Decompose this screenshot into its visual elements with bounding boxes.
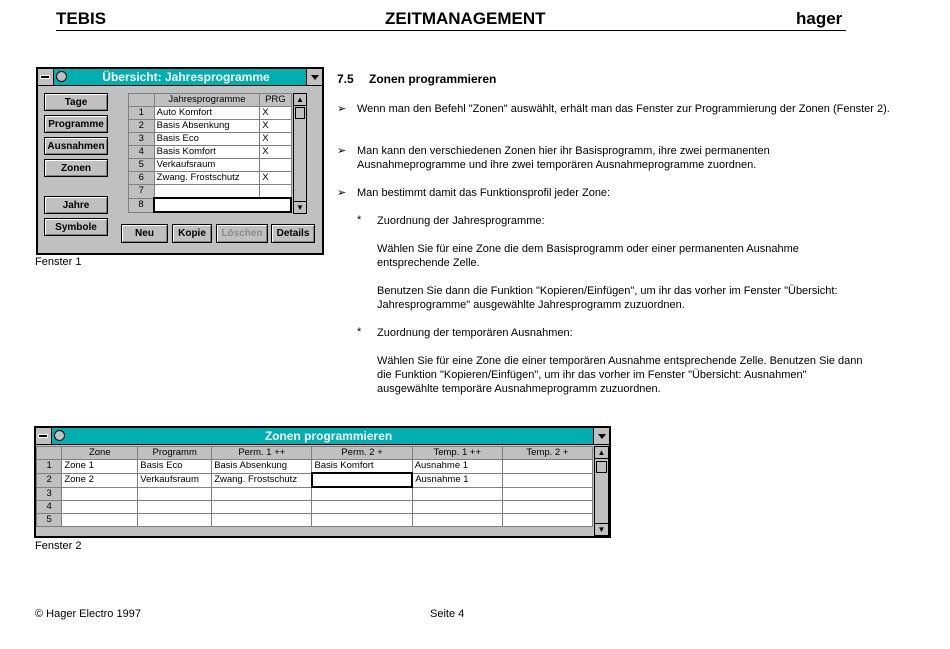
selected-cell[interactable] <box>154 198 291 212</box>
window-zonen-programmieren <box>34 426 611 538</box>
column-header-prg[interactable]: PRG <box>260 94 291 107</box>
window-circle-icon <box>56 71 67 82</box>
column-header-zone[interactable]: Zone <box>62 447 138 460</box>
selected-cell[interactable] <box>312 473 412 487</box>
sub2-title: Zuordnung der temporären Ausnahmen: <box>377 327 573 339</box>
minimize-arrow-icon[interactable] <box>593 428 609 444</box>
window-titlebar[interactable] <box>36 428 609 445</box>
scroll-down-arrow-icon[interactable]: ▼ <box>294 201 306 213</box>
bullet-arrow-icon: ➢ <box>337 187 347 199</box>
footer-page-number: Seite 4 <box>430 608 465 620</box>
column-header-perm1[interactable]: Perm. 1 ++ <box>212 447 312 460</box>
header-title: ZEITMANAGEMENT <box>385 9 546 28</box>
system-menu-icon[interactable] <box>36 428 52 444</box>
jahre-button[interactable]: Jahre <box>44 196 108 214</box>
sub1-paragraph-1: Wählen Sie für eine Zone die dem Basisprogramm oder einer permanenten Ausnahme entsprechende Zelle. <box>377 243 799 269</box>
column-header-programm[interactable]: Programm <box>138 447 212 460</box>
window-jahresprogramme <box>36 67 324 255</box>
caption-fenster-1: Fenster 1 <box>35 256 82 268</box>
scroll-up-arrow-icon[interactable]: ▲ <box>595 447 608 459</box>
section-title: Zonen programmieren <box>369 72 497 86</box>
tage-button[interactable]: Tage <box>44 93 108 111</box>
programme-button[interactable]: Programme <box>44 115 108 133</box>
header-logo-text: hager <box>796 9 843 28</box>
scroll-thumb[interactable] <box>596 461 607 473</box>
paragraph-2: Man kann den verschiedenen Zonen hier ihr Basisprogramm, ihre zwei permanenten Ausnahmeprogramme und ihre zwei temporären Ausnahmeprogramme zuordnen. <box>357 145 770 171</box>
corner-cell <box>129 94 155 107</box>
sub1-title: Zuordnung der Jahresprogramme: <box>377 215 545 227</box>
table-row[interactable]: 3 <box>37 487 593 501</box>
system-menu-icon[interactable] <box>38 69 54 85</box>
zonen-table <box>36 446 593 527</box>
footer-copyright: © Hager Electro 1997 <box>35 608 141 620</box>
neu-button[interactable]: Neu <box>121 224 168 243</box>
paragraph-1: Wenn man den Befehl "Zonen" auswählt, erhält man das Fenster zur Programmierung der Zonen (Fenster 2). <box>357 103 890 115</box>
loeschen-button[interactable]: Löschen <box>216 224 268 243</box>
scroll-thumb[interactable] <box>295 107 305 119</box>
column-header-jahresprogramme[interactable]: Jahresprogramme <box>154 94 260 107</box>
window-titlebar[interactable] <box>38 69 322 86</box>
table-row[interactable]: 4 <box>37 501 593 514</box>
kopie-button[interactable]: Kopie <box>172 224 212 243</box>
bullet-arrow-icon: ➢ <box>337 145 347 157</box>
sub-bullet-star: * <box>357 326 362 338</box>
minimize-arrow-icon[interactable] <box>306 69 322 85</box>
table-row[interactable]: 1 Zone 1 Basis Eco Basis Absenkung Basis Komfort Ausnahme 1 <box>37 460 593 474</box>
table-row[interactable]: 4 Basis Komfort X <box>129 146 292 159</box>
corner-cell <box>37 447 62 460</box>
table-row[interactable]: 7 <box>129 185 292 199</box>
window-circle-icon <box>54 430 65 441</box>
sub-bullet-star: * <box>357 214 362 226</box>
window-title: Zonen programmieren <box>264 429 393 443</box>
table-row[interactable]: 2 Zone 2 Verkaufsraum Zwang. Frostschutz Ausnahme 1 <box>37 473 593 487</box>
sub2-paragraph-1: Wählen Sie für eine Zone die einer temporären Ausnahme entsprechende Zelle. Benutzen Sie dann die Funktion "Kopieren/Einfügen", um ihr das vorher im Fenster "Übersicht: Ausnahmen" ausgewählte temporäre Ausnahmeprogramm zuzuordnen. <box>377 355 863 395</box>
column-header-temp2[interactable]: Temp. 2 + <box>502 447 592 460</box>
caption-fenster-2: Fenster 2 <box>35 540 82 552</box>
zonen-button[interactable]: Zonen <box>44 159 108 177</box>
symbole-button[interactable]: Symbole <box>44 218 108 236</box>
sub1-paragraph-2: Benutzen Sie dann die Funktion "Kopieren/Einfügen", um ihr das vorher im Fenster "Übersicht: Jahresprogramme" ausgewählte Jahresprogramm zuzuordnen. <box>377 285 838 311</box>
table-row[interactable]: 1 Auto Komfort X <box>129 107 292 120</box>
header-brand: TEBIS <box>56 9 107 28</box>
column-header-temp1[interactable]: Temp. 1 ++ <box>412 447 502 460</box>
vertical-scrollbar[interactable] <box>293 93 307 214</box>
jahresprogramme-table <box>128 93 292 213</box>
section-number: 7.5 <box>337 72 354 86</box>
header-rule <box>56 30 846 31</box>
scroll-down-arrow-icon[interactable]: ▼ <box>595 523 608 535</box>
table-row[interactable]: 5 Verkaufsraum <box>129 159 292 172</box>
column-header-perm2[interactable]: Perm. 2 + <box>312 447 412 460</box>
bullet-arrow-icon: ➢ <box>337 103 347 115</box>
table-row[interactable]: 3 Basis Eco X <box>129 133 292 146</box>
ausnahmen-button[interactable]: Ausnahmen <box>44 137 108 155</box>
details-button[interactable]: Details <box>271 224 315 243</box>
table-row[interactable]: 8 <box>129 198 292 212</box>
window-title: Übersicht: Jahresprogramme <box>102 70 270 84</box>
vertical-scrollbar[interactable] <box>594 446 609 536</box>
scroll-up-arrow-icon[interactable]: ▲ <box>294 94 306 106</box>
table-row[interactable]: 2 Basis Absenkung X <box>129 120 292 133</box>
paragraph-3: Man bestimmt damit das Funktionsprofil jeder Zone: <box>357 187 611 199</box>
table-row[interactable]: 5 <box>37 514 593 527</box>
table-row[interactable]: 6 Zwang. Frostschutz X <box>129 172 292 185</box>
